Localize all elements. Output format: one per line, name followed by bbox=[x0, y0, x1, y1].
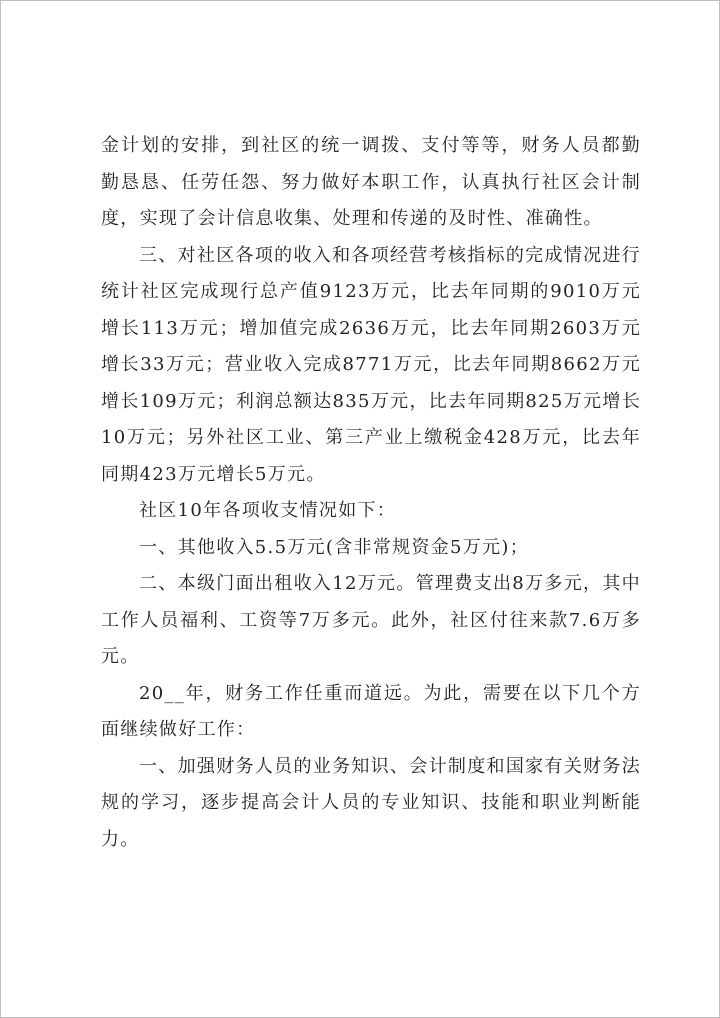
paragraph-7: 一、加强财务人员的业务知识、会计制度和国家有关财务法规的学习，逐步提高会计人员的专业知识、技能和职业判断能力。 bbox=[101, 755, 641, 850]
paragraph-3: 社区10年各项收支情况如下： bbox=[139, 500, 397, 521]
paragraph-1: 金计划的安排，到社区的统一调拨、支付等等，财务人员都勤勤恳恳、任劳任怨、努力做好本职工作，认真执行社区会计制度，实现了会计信息收集、处理和传递的及时性、准确性。 bbox=[101, 135, 641, 229]
paragraph-5: 二、本级门面出租收入12万元。管理费支出8万多元，其中工作人员福利、工资等7万多元。此外，社区付往来款7.6万多元。 bbox=[101, 573, 641, 667]
paragraph-6: 20__年，财务工作任重而道远。为此，需要在以下几个方面继续做好工作： bbox=[101, 682, 641, 740]
paragraph-4: 一、其他收入5.5万元(含非常规资金5万元)； bbox=[139, 536, 530, 558]
paragraph-2: 三、对社区各项的收入和各项经营考核指标的完成情况进行统计社区完成现行总产值9123万元，比去年同期的9010万元增长113万元；增加值完成2636万元，比去年同期2603万元增长33万元；营业收入完成8771万元，比去年同期8662万元增长109万元；利润总额达835万元，比去年同期825万元增长10万元；另外社区工业、第三产业上缴税金428万元，比去年同期423万元增长5万元。 bbox=[101, 244, 641, 485]
document-body bbox=[101, 128, 641, 858]
